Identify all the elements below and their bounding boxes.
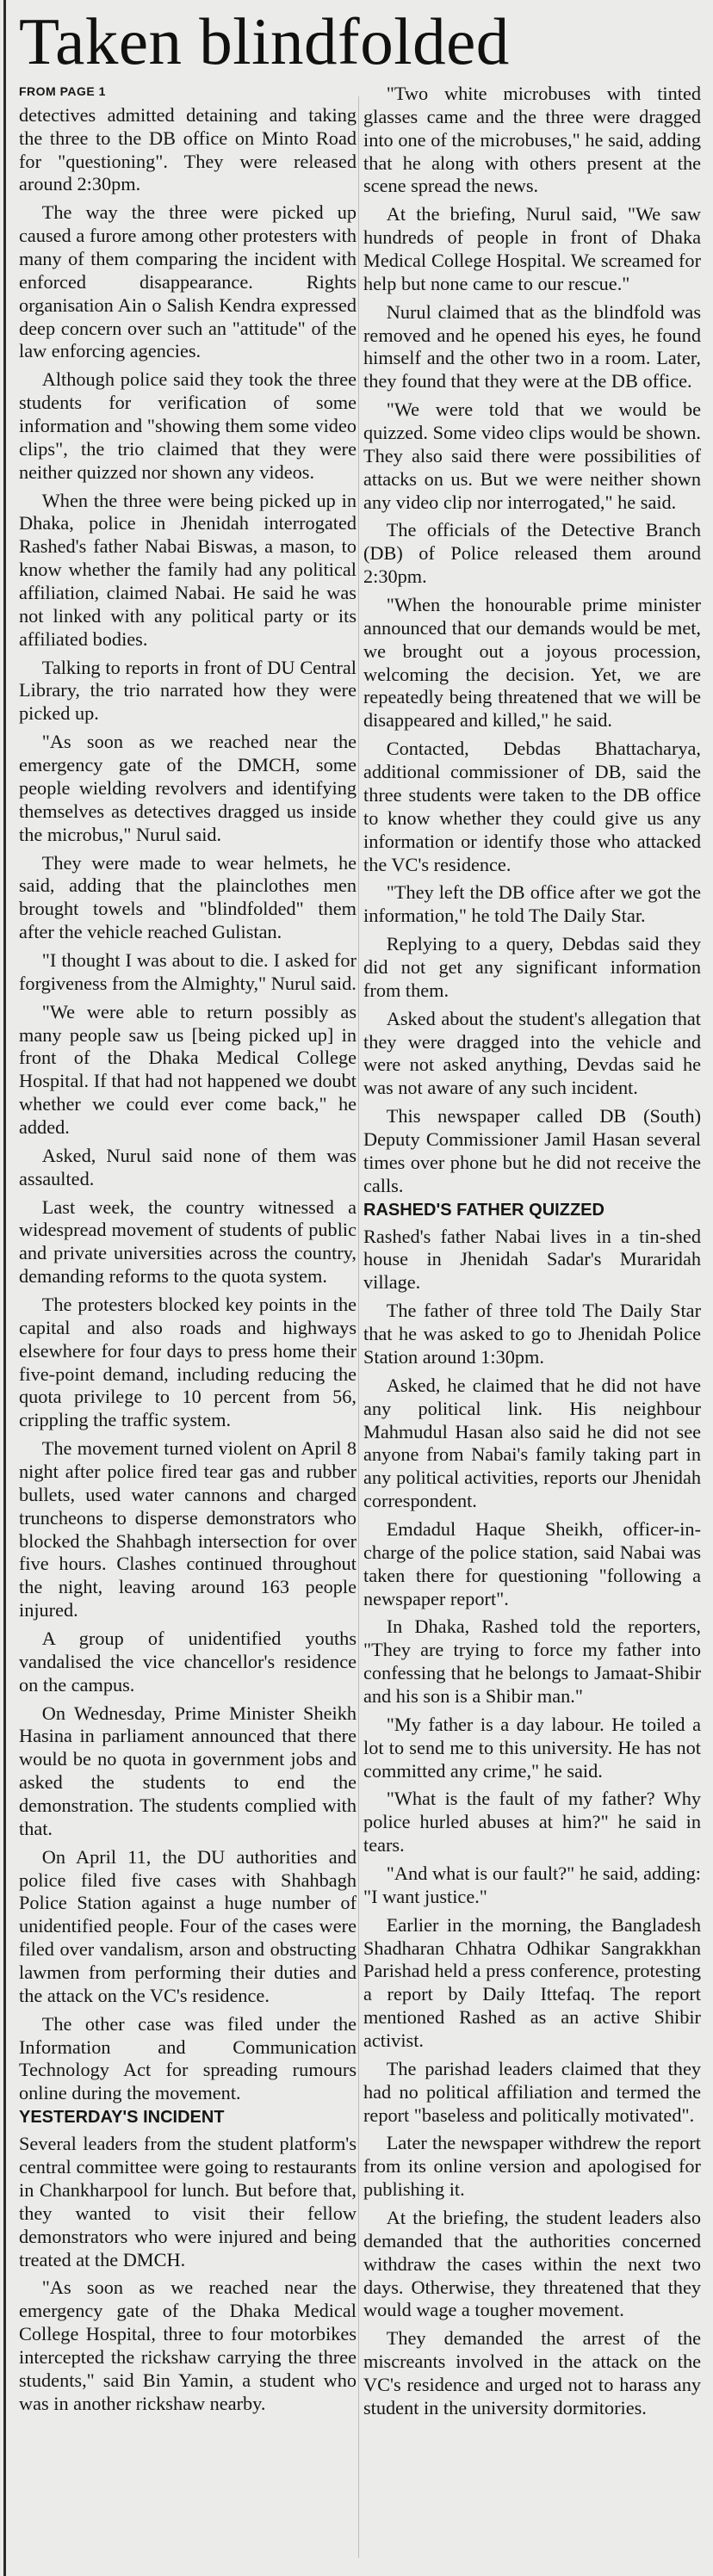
- paragraph: They demanded the arrest of the miscreants involved in the attack on the VC's residence and urged not to harass any student in the university dormitories.: [363, 2327, 701, 2418]
- paragraph: Earlier in the morning, the Bangladesh Shadharan Chhatra Odhikar Sangrakkhan Parishad held a press conference, protesting a report by Daily Ittefaq. The report mentioned Rashed as an active Shibir activist.: [363, 1913, 701, 2051]
- paragraph: At the briefing, the student leaders also demanded that the authorities concerned withdraw the cases within the next two days. Otherwise, they threatened that they would wage a tougher movement.: [363, 2207, 701, 2321]
- paragraph: "As soon as we reached near the emergency gate of the Dhaka Medical College Hospital, three to four motorbikes intercepted the rickshaw carrying the three students," said Bin Yamin, a student who was in another rickshaw nearby.: [19, 2276, 356, 2414]
- paragraph: "We were told that we would be quizzed. Some video clips would be shown. They also said there were possibilities of attacks on us. But we were neither shown any video clip nor interrogated," he said.: [363, 398, 701, 513]
- headline: Taken blindfolded: [19, 4, 510, 78]
- paragraph: "We were able to return possibly as many people saw us [being picked up] in front of the Dhaka Medical College Hospital. If that had not happened we doubt whether we could ever come back," he added.: [19, 1000, 356, 1138]
- paragraph: Contacted, Debdas Bhattacharya, additional commissioner of DB, said the three students were taken to the DB office to know whether they could give us any information or identify those who attacked the VC's residence.: [363, 738, 701, 875]
- paragraph: Last week, the country witnessed a widespread movement of students of public and private universities across the country, demanding reforms to the quota system.: [19, 1195, 356, 1288]
- paragraph: "As soon as we reached near the emergency gate of the DMCH, some people wielding revolvers and identifying themselves as detectives dragged us inside the microbus," Nurul said.: [19, 731, 356, 845]
- paragraph: Rashed's father Nabai lives in a tin-shed house in Jhenidah Sadar's Muraridah village.: [363, 1225, 701, 1294]
- paragraph: "My father is a day labour. He toiled a lot to send me to this university. He has not committed any crime," he said.: [363, 1713, 701, 1782]
- paragraph: They were made to wear helmets, he said, adding that the plainclothes men brought towels and "blindfolded" them after the vehicle reached Gulistan.: [19, 851, 356, 943]
- paragraph: In Dhaka, Rashed told the reporters, "They are trying to force my father into confessing that he belongs to Jamaat-Shibir and his son is a Shibir man.": [363, 1615, 701, 1707]
- paragraph: Although police said they took the three students for verification of some information and "showing them some video clips", the trio claimed that they were neither quizzed nor shown any videos.: [19, 368, 356, 483]
- subhead-yesterdays-incident: YESTERDAY'S INCIDENT: [19, 2108, 225, 2128]
- paragraph: "When the honourable prime minister announced that our demands would be met, we brought out a joyous procession, welcoming the decision. Yet, we are repeatedly being threatened that we will be disappeared and killed," he said.: [363, 594, 701, 732]
- paragraph: "I thought I was about to die. I asked for forgiveness from the Almighty," Nurul said.: [19, 948, 356, 994]
- paragraph: Emdadul Haque Sheikh, officer-in-charge of the police station, said Nabai was taken there for questioning "following a newspaper report".: [363, 1517, 701, 1609]
- paragraph: Several leaders from the student platform's central committee were going to restaurants in Chankharpool for lunch. But before that, they wanted to visit their fellow demonstrators who were injured and being treated at the DMCH.: [19, 2133, 356, 2270]
- paragraph: Asked, Nurul said none of them was assaulted.: [19, 1144, 356, 1189]
- paragraph: "They left the DB office after we got the information," he told The Daily Star.: [363, 881, 701, 927]
- paragraph: When the three were being picked up in Dhaka, police in Jhenidah interrogated Rashed's father Nabai Biswas, a mason, to know whether the family had any political affiliation, claimed Nabai. He said he was not linked with any political party or its affiliated bodies.: [19, 489, 356, 650]
- article-columns: [12, 83, 701, 2420]
- paragraph: Nurul claimed that as the blindfold was removed and he opened his eyes, he found himself and the other two in a room. Later, they found that they were at the DB office.: [363, 300, 701, 392]
- paragraph: Asked, he claimed that he did not have any political link. His neighbour Mahmudul Hasan also said he did not see anyone from Nabai's family taking part in any political activities, reports our Jhenidah correspondent.: [363, 1374, 701, 1512]
- paragraph: detectives admitted detaining and taking the three to the DB office on Minto Road for "questioning". They were released around 2:30pm.: [19, 103, 356, 195]
- paragraph: "And what is our fault?" he said, adding: "I want justice.": [363, 1862, 701, 1907]
- left-column: [19, 83, 356, 2420]
- paragraph: The other case was filed under the Information and Communication Technology Act for spreading rumours online during the movement.: [19, 2012, 356, 2104]
- paragraph: On April 11, the DU authorities and police filed five cases with Shahbagh Police Station against a huge number of unidentified people. Four of the cases were filed over vandalism, arson and obstructing lawmen from performing their duties and the attack on the VC's residence.: [19, 1845, 356, 2006]
- column-divider: [358, 96, 359, 2558]
- paragraph: The way the three were picked up caused a furore among other protesters with many of them comparing the incident with enforced disappearance. Rights organisation Ain o Salish Kendra expressed deep concern over such an "attitude" of the law enforcing agencies.: [19, 201, 356, 362]
- paragraph: On Wednesday, Prime Minister Sheikh Hasina in parliament announced that there would be no quota in government jobs and asked the students to end the demonstration. The students complied with that.: [19, 1702, 356, 1839]
- paragraph: Talking to reports in front of DU Central Library, the trio narrated how they were picked up.: [19, 656, 356, 725]
- paragraph: The movement turned violent on April 8 night after police fired tear gas and rubber bullets, used water cannons and charged truncheons to disperse demonstrators who blocked the Shahbagh intersection for over five hours. Clashes continued throughout the night, leaving around 163 people injured.: [19, 1437, 356, 1622]
- right-column: [363, 83, 701, 2420]
- dateline: FROM PAGE 1: [19, 84, 106, 98]
- paragraph: This newspaper called DB (South) Deputy Commissioner Jamil Hasan several times over phone but he did not receive the calls.: [363, 1105, 701, 1196]
- paragraph: A group of unidentified youths vandalised the vice chancellor's residence on the campus.: [19, 1628, 356, 1696]
- paragraph: The parishad leaders claimed that they had no political affiliation and termed the report "baseless and politically motivated".: [363, 2057, 701, 2126]
- paragraph: "What is the fault of my father? Why police hurled abuses at him?" he said in tears.: [363, 1788, 701, 1856]
- paragraph: At the briefing, Nurul said, "We saw hundreds of people in front of Dhaka Medical College Hospital. We screamed for help but none came to our rescue.": [363, 203, 701, 294]
- clipping-edge: [3, 0, 6, 2576]
- paragraph: "Two white microbuses with tinted glasses came and the three were dragged into one of the microbuses," he said, adding that he along with others present at the scene spread the news.: [363, 83, 701, 197]
- paragraph: The officials of the Detective Branch (DB) of Police released them around 2:30pm.: [363, 519, 701, 588]
- paragraph: Replying to a query, Debdas said they did not get any significant information from them.: [363, 933, 701, 1001]
- paragraph: Asked about the student's allegation that they were dragged into the vehicle and were not asked anything, Devdas said he was not aware of any such incident.: [363, 1007, 701, 1099]
- paragraph: Later the newspaper withdrew the report from its online version and apologised for publishing it.: [363, 2132, 701, 2201]
- paragraph: The father of three told The Daily Star that he was asked to go to Jhenidah Police Station around 1:30pm.: [363, 1300, 701, 1368]
- subhead-rasheds-father-quizzed: RASHED'S FATHER QUIZZED: [363, 1200, 604, 1220]
- paragraph: The protesters blocked key points in the capital and also roads and highways elsewhere for four days to press home their five-point demand, including reducing the quota privilege to 10 percent from 56, crippling the traffic system.: [19, 1293, 356, 1431]
